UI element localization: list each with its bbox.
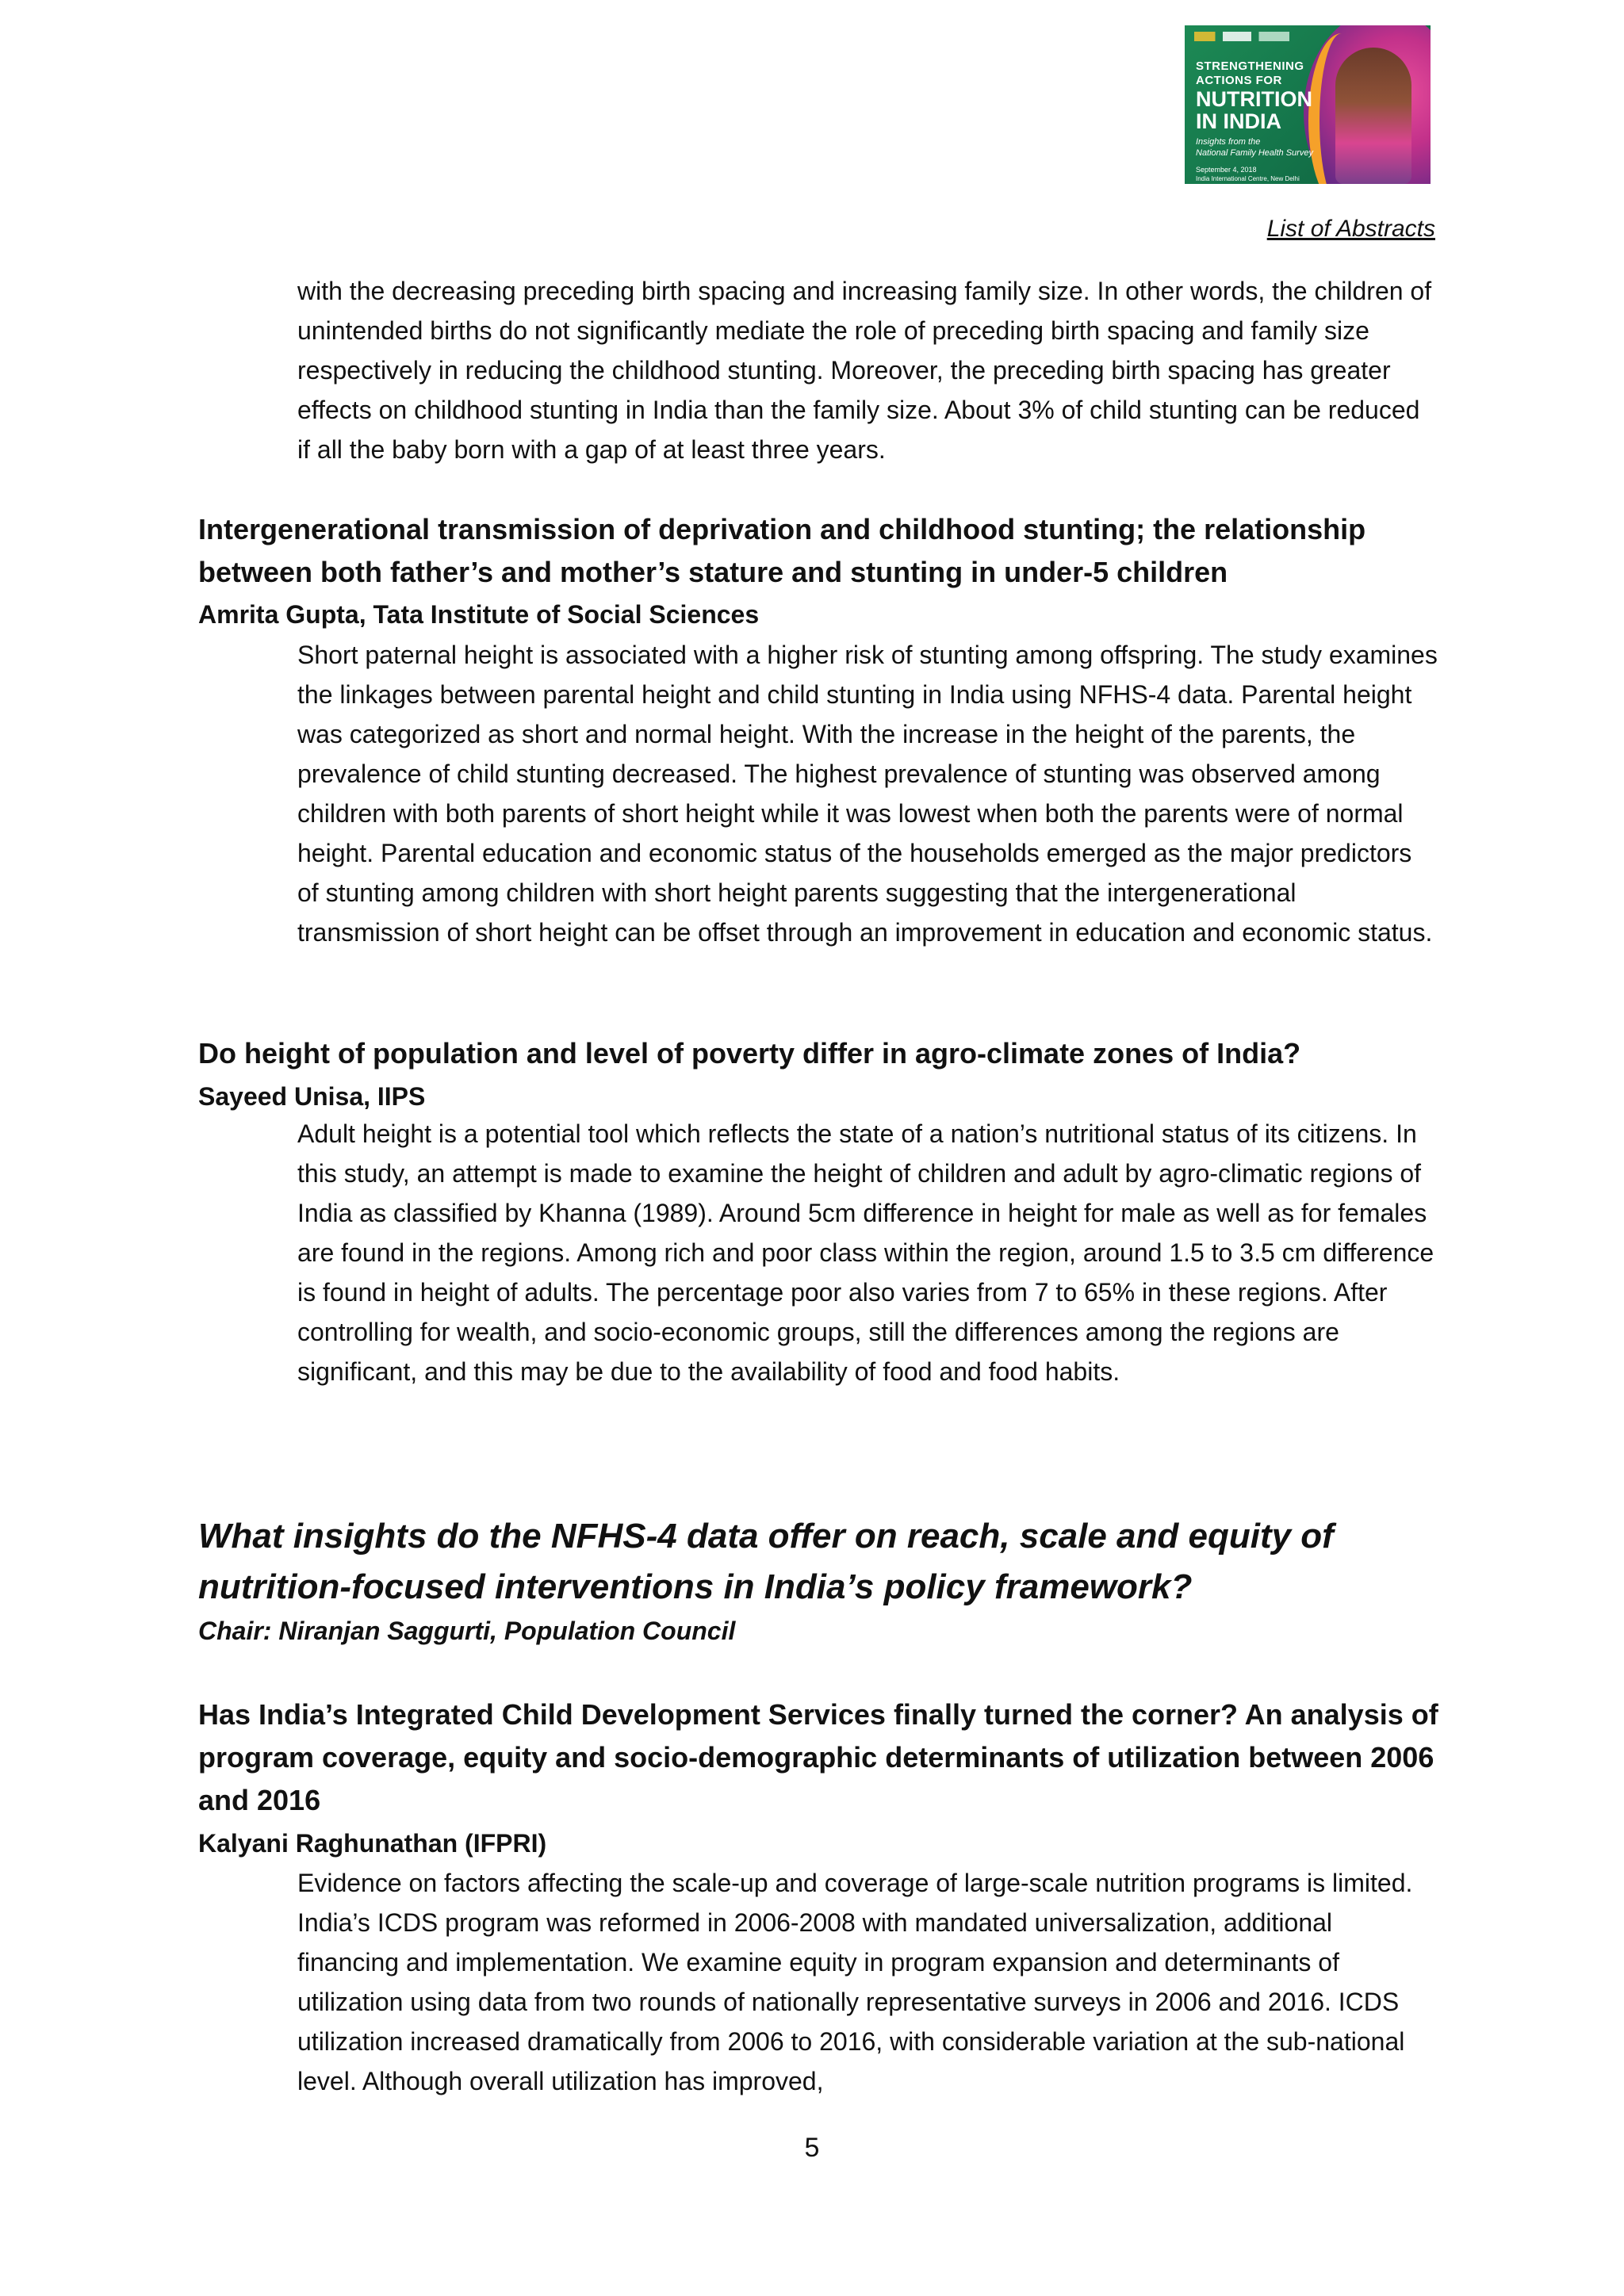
session-chair: Chair: Niranjan Saggurti, Population Council: [198, 1617, 736, 1645]
abstract-author: Sayeed Unisa, IIPS: [198, 1082, 426, 1111]
logo-text-line2: ACTIONS FOR: [1196, 74, 1282, 87]
logo-mother-child-image: [1335, 48, 1411, 184]
abstract-body: Adult height is a potential tool which reflects the state of a nation’s nutritional status of its citizens. In this study, an attempt is made to examine the height of children and adult by agro-climatic regions of India as classified by Khanna (1989). Around 5cm difference in height for male as well as for females are found in the regions. Among rich and poor class within the region, around 1.5 to 3.5 cm difference is found in height of adults. The percentage poor also varies from 7 to 65% in these regions. After controlling for wealth, and socio-economic groups, still the differences among the regions are significant, and this may be due to the availability of food and food habits.: [297, 1119, 1434, 1386]
logo-text-line6: National Family Health Survey: [1196, 148, 1313, 158]
conference-logo: [1185, 25, 1431, 184]
abstract-body: Short paternal height is associated with a higher risk of stunting among offspring. The study examines the linkages between parental height and child stunting in India using NFHS-4 data. Parental height was categorized as short and normal height. With the increase in the height of the parents, the prevalence of child stunting decreased. The highest prevalence of stunting was observed among children with both parents of short height while it was lowest when both the parents were of normal height. Parental education and economic status of the households emerged as the major predictors of stunting among children with short height parents suggesting that the intergenerational transmission of short height can be offset through an improvement in education and economic status.: [297, 641, 1438, 947]
logo-text-line7: September 4, 2018: [1196, 166, 1257, 174]
logo-text-line1: STRENGTHENING: [1196, 59, 1304, 73]
logo-text-line3: NUTRITION: [1196, 87, 1312, 111]
running-head: List of Abstracts: [1266, 216, 1435, 242]
abstract-body: Evidence on factors affecting the scale-up and coverage of large-scale nutrition programs is limited. India’s ICDS program was reformed in 2006-2008 with mandated universalization, additional financing and implementation. We examine equity in program expansion and determinants of utilization using data from two rounds of nationally representative surveys in 2006 and 2016. ICDS utilization increased dramatically from 2006 to 2016, with considerable variation at the sub-national level. Although overall utilization has improved,: [297, 1869, 1413, 2095]
page-number: 5: [804, 2133, 820, 2163]
session-title: What insights do the NFHS-4 data offer on reach, scale and equity of nutrition-focused interventions in India’s policy framework?: [198, 1517, 1334, 1606]
abstract-title: Has India’s Integrated Child Development Services finally turned the corner? An analysis of program coverage, equity and socio-demographic determinants of utilization between 2006 and 2016: [198, 1698, 1438, 1816]
intro-paragraph: with the decreasing preceding birth spacing and increasing family size. In other words, the children of unintended births do not significantly mediate the role of preceding birth spacing and family size respectively in reducing the childhood stunting. Moreover, the preceding birth spacing has greater effects on childhood stunting in India than the family size. About 3% of child stunting can be reduced if all the baby born with a gap of at least three years.: [297, 277, 1432, 464]
abstract-title: Intergenerational transmission of deprivation and childhood stunting; the relationship between both father’s and mother’s stature and stunting in under-5 children: [198, 513, 1366, 588]
logo-partner-marks: [1194, 32, 1289, 41]
logo-text-line8: India International Centre, New Delhi: [1196, 175, 1300, 182]
logo-text-line5: Insights from the: [1196, 137, 1261, 147]
abstract-title: Do height of population and level of poverty differ in agro-climate zones of India?: [198, 1037, 1301, 1070]
logo-text-line4: IN INDIA: [1196, 109, 1281, 133]
abstract-author: Kalyani Raghunathan (IFPRI): [198, 1829, 547, 1858]
abstract-author: Amrita Gupta, Tata Institute of Social Sciences: [198, 600, 760, 629]
